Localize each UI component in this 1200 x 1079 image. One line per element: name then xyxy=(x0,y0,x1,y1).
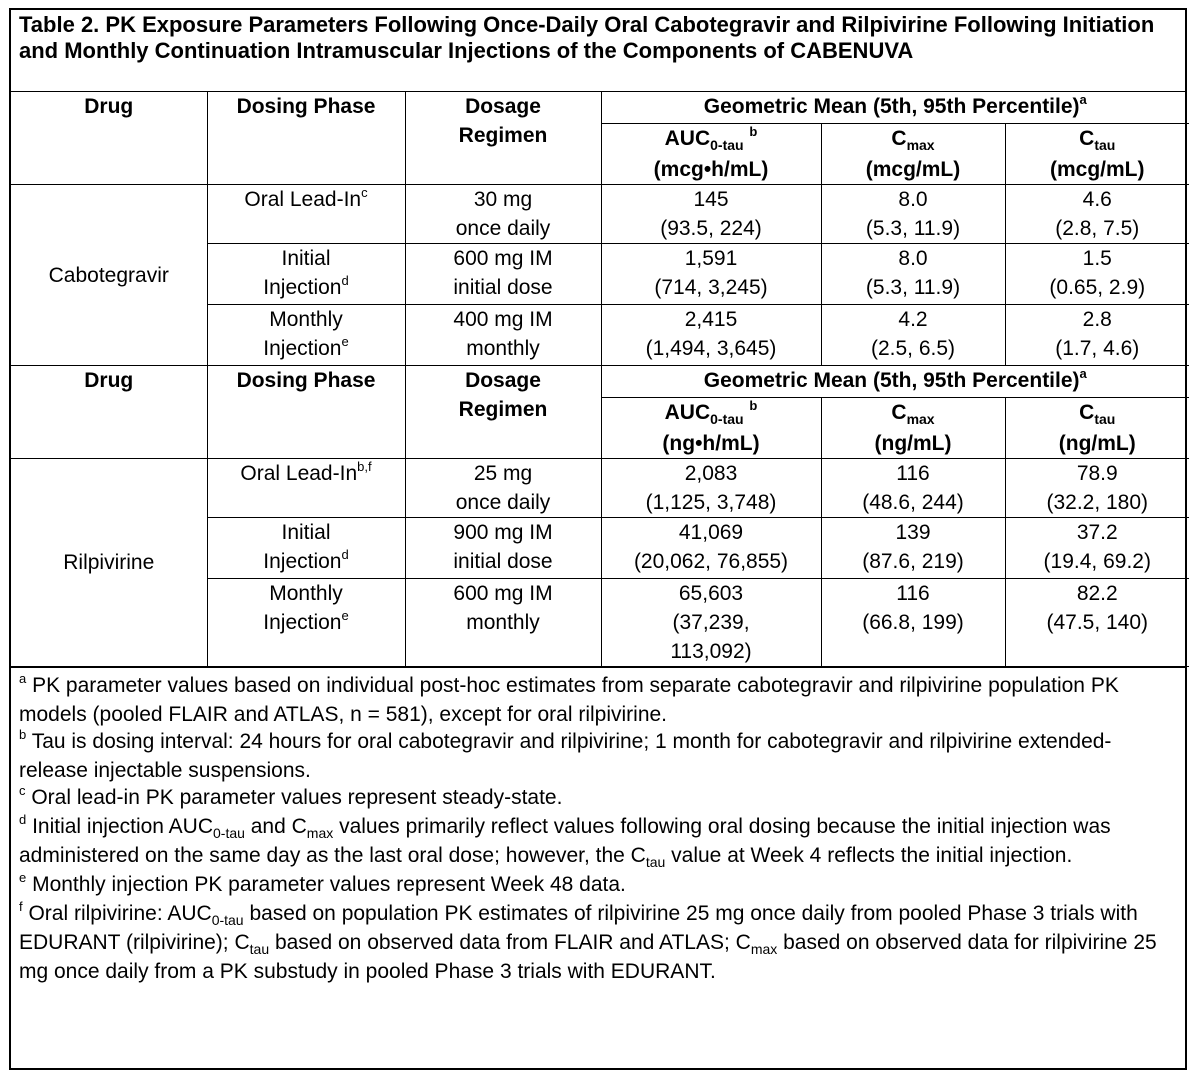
dosing-phase: Injection xyxy=(263,611,342,634)
cmax-value: 116 xyxy=(896,582,930,605)
footnote-mark: c xyxy=(19,783,26,798)
dosage-regimen: initial dose xyxy=(453,276,553,299)
table-row xyxy=(11,185,1189,244)
footnote-a xyxy=(19,672,1177,728)
footnote-mark: e xyxy=(341,334,349,349)
header-label: C xyxy=(1079,127,1095,150)
auc-cell xyxy=(601,518,821,579)
dosing-phase-cell xyxy=(207,185,405,244)
auc-cell xyxy=(601,459,821,518)
header-label: Dosage xyxy=(465,369,541,392)
dosing-phase-cell xyxy=(207,305,405,366)
ctau-range: (47.5, 140) xyxy=(1046,611,1149,634)
header-subscript: max xyxy=(906,411,935,427)
header-cmax xyxy=(821,124,1005,185)
auc-range: (20,062, 76,855) xyxy=(633,550,789,573)
header-row xyxy=(11,92,1189,124)
cmax-cell xyxy=(821,185,1005,244)
dosage-regimen: 400 mg IM xyxy=(453,308,553,331)
header-ctau xyxy=(1005,398,1189,459)
ctau-value: 4.6 xyxy=(1082,188,1112,211)
drug-name-cell xyxy=(11,459,207,667)
header-auc xyxy=(601,124,821,185)
dosage-regimen: monthly xyxy=(466,611,540,634)
dosage-regimen: monthly xyxy=(466,337,540,360)
header-unit: (mcg/mL) xyxy=(865,158,961,181)
ctau-cell xyxy=(1005,459,1189,518)
ctau-value: 82.2 xyxy=(1076,582,1118,605)
cmax-range: (2.5, 6.5) xyxy=(870,337,956,360)
header-label: Regimen xyxy=(458,398,548,421)
dosing-phase: Injection xyxy=(263,337,342,360)
auc-cell xyxy=(601,305,821,366)
footnote-text: based on observed data from FLAIR and ATLAS; C xyxy=(269,931,751,954)
header-unit: (mcg/mL) xyxy=(1050,158,1145,181)
cmax-cell xyxy=(821,244,1005,305)
header-ctau xyxy=(1005,124,1189,185)
footnote-text: values primarily reflect values following oral dosing because the initial injection was administered on the same day as the last oral dose; however, the C xyxy=(19,815,1111,867)
ctau-cell xyxy=(1005,518,1189,579)
footnote-text: Monthly injection PK parameter values represent Week 48 data. xyxy=(32,873,626,896)
dosage-regimen: initial dose xyxy=(453,550,553,573)
footnote-text: Oral lead-in PK parameter values represent steady-state. xyxy=(31,786,563,809)
header-label: Dosing Phase xyxy=(236,95,376,118)
table-title: Table 2. PK Exposure Parameters Following Once-Daily Oral Cabotegravir and Rilpivirine Following Initiation and Monthly Continuation Intramuscular Injections of the Components of CABENUVA xyxy=(11,10,1185,92)
cmax-value: 116 xyxy=(896,462,930,485)
footnote-mark: a xyxy=(1079,366,1087,381)
auc-value: 41,069 xyxy=(678,521,744,544)
auc-cell xyxy=(601,185,821,244)
footnote-d xyxy=(19,813,1177,871)
footnote-mark: a xyxy=(19,671,27,686)
header-drug xyxy=(11,366,207,459)
header-label: C xyxy=(1079,401,1095,424)
footnote-subscript: 0-tau xyxy=(211,912,244,928)
dosage-regimen-cell xyxy=(405,518,601,579)
auc-cell xyxy=(601,579,821,667)
auc-cell xyxy=(601,244,821,305)
footnote-e xyxy=(19,871,1177,900)
footnote-mark: e xyxy=(341,608,349,623)
footnote-f xyxy=(19,900,1177,985)
header-dosing-phase xyxy=(207,366,405,459)
cmax-cell xyxy=(821,518,1005,579)
ctau-range: (0.65, 2.9) xyxy=(1049,276,1146,299)
footnote-mark: f xyxy=(19,899,23,914)
auc-range: (1,125, 3,748) xyxy=(645,491,777,514)
footnote-mark: b xyxy=(749,398,758,413)
dosage-regimen-cell xyxy=(405,185,601,244)
cmax-cell xyxy=(821,305,1005,366)
cmax-value: 4.2 xyxy=(898,308,928,331)
header-subscript: 0-tau xyxy=(710,137,744,153)
pk-table xyxy=(11,92,1189,667)
header-auc xyxy=(601,398,821,459)
cmax-value: 8.0 xyxy=(898,247,928,270)
header-label: Dosage xyxy=(465,95,541,118)
footnote-subscript: max xyxy=(306,825,334,841)
dosage-regimen-cell xyxy=(405,244,601,305)
header-label: C xyxy=(891,401,907,424)
dosage-regimen: 900 mg IM xyxy=(453,521,553,544)
footnote-subscript: tau xyxy=(645,854,666,870)
dosing-phase: Monthly xyxy=(269,308,343,331)
ctau-cell xyxy=(1005,305,1189,366)
dosing-phase-cell xyxy=(207,579,405,667)
footnote-b xyxy=(19,728,1177,784)
dosing-phase: Initial xyxy=(281,247,331,270)
cmax-range: (66.8, 199) xyxy=(862,611,964,634)
table-row xyxy=(11,459,1189,518)
cmax-range: (5.3, 11.9) xyxy=(865,276,961,299)
footnote-text: and C xyxy=(244,815,307,838)
footnote-text: based on observed data for rilpivirine 25 mg once daily from a PK substudy in pooled Phase 3 trials with EDURANT. xyxy=(19,931,1157,983)
dosage-regimen: once daily xyxy=(455,491,551,514)
ctau-cell xyxy=(1005,185,1189,244)
footnote-text: Oral rilpivirine: AUC xyxy=(28,902,212,925)
dosage-regimen: 25 mg xyxy=(473,462,533,485)
auc-value: 65,603 xyxy=(678,582,744,605)
header-dosing-phase xyxy=(207,92,405,185)
dosing-phase: Injection xyxy=(263,550,342,573)
header-label: C xyxy=(891,127,907,150)
dosage-regimen-cell xyxy=(405,459,601,518)
footnote-mark: b xyxy=(749,124,758,139)
header-label: Geometric Mean (5th, 95th Percentile) xyxy=(703,369,1080,392)
ctau-value: 78.9 xyxy=(1076,462,1118,485)
dosing-phase: Initial xyxy=(281,521,331,544)
dosing-phase-cell xyxy=(207,459,405,518)
dosage-regimen-cell xyxy=(405,305,601,366)
drug-name-cell xyxy=(11,185,207,366)
auc-value: 145 xyxy=(693,188,729,211)
ctau-value: 37.2 xyxy=(1076,521,1118,544)
footnote-text: Tau is dosing interval: 24 hours for oral cabotegravir and rilpivirine; 1 month for cabotegravir and rilpivirine extended-release injectable suspensions. xyxy=(19,730,1112,782)
ctau-cell xyxy=(1005,244,1189,305)
pk-table-document xyxy=(9,8,1187,1070)
dosing-phase-cell xyxy=(207,518,405,579)
ctau-cell xyxy=(1005,579,1189,667)
cmax-value: 8.0 xyxy=(898,188,928,211)
header-cmax xyxy=(821,398,1005,459)
footnote-mark: b,f xyxy=(357,459,372,474)
cmax-cell xyxy=(821,459,1005,518)
ctau-range: (32.2, 180) xyxy=(1046,491,1149,514)
ctau-range: (1.7, 4.6) xyxy=(1055,337,1140,360)
footnote-mark: a xyxy=(1079,92,1087,107)
header-geometric-mean xyxy=(601,366,1189,398)
dosing-phase: Monthly xyxy=(269,582,343,605)
ctau-value: 2.8 xyxy=(1082,308,1112,331)
header-drug xyxy=(11,92,207,185)
auc-range: (714, 3,245) xyxy=(654,276,768,299)
header-label: Drug xyxy=(84,369,134,392)
header-subscript: tau xyxy=(1094,411,1116,427)
auc-value: 2,083 xyxy=(684,462,738,485)
footnote-mark: b xyxy=(19,727,27,742)
dosage-regimen: 30 mg xyxy=(473,188,533,211)
header-unit: (mcg•h/mL) xyxy=(653,158,769,181)
cmax-range: (48.6, 244) xyxy=(862,491,964,514)
footnote-subscript: max xyxy=(750,941,778,957)
header-subscript: tau xyxy=(1094,137,1116,153)
auc-value: 2,415 xyxy=(684,308,738,331)
footnotes xyxy=(11,667,1185,985)
auc-range: (37,239, xyxy=(672,611,750,634)
header-subscript: max xyxy=(906,137,935,153)
header-unit: (ng/mL) xyxy=(874,432,952,455)
cmax-range: (87.6, 219) xyxy=(862,550,964,573)
cmax-range: (5.3, 11.9) xyxy=(865,217,961,240)
ctau-range: (2.8, 7.5) xyxy=(1055,217,1140,240)
auc-value: 1,591 xyxy=(684,247,738,270)
auc-range: (93.5, 224) xyxy=(660,217,762,240)
header-dosage-regimen xyxy=(405,92,601,185)
header-label: AUC xyxy=(664,401,711,424)
footnote-text: Initial injection AUC xyxy=(32,815,213,838)
drug-name: Cabotegravir xyxy=(48,263,169,287)
header-unit: (ng/mL) xyxy=(1058,432,1136,455)
footnote-mark: d xyxy=(19,812,27,827)
footnote-mark: d xyxy=(341,547,349,562)
ctau-value: 1.5 xyxy=(1082,247,1112,270)
header-unit: (ng•h/mL) xyxy=(662,432,760,455)
cmax-cell xyxy=(821,579,1005,667)
footnote-subscript: tau xyxy=(249,941,270,957)
dosing-phase: Injection xyxy=(263,276,342,299)
dosing-phase: Oral Lead-In xyxy=(244,188,362,211)
drug-name: Rilpivirine xyxy=(63,551,155,574)
footnote-mark: e xyxy=(19,870,27,885)
footnote-text: PK parameter values based on individual post-hoc estimates from separate cabotegravir and rilpivirine population PK models (pooled FLAIR and ATLAS, n = 581), except for oral rilpivirine. xyxy=(19,674,1119,726)
footnote-mark: c xyxy=(361,185,368,200)
header-row xyxy=(11,366,1189,398)
header-label: Dosing Phase xyxy=(236,369,376,392)
header-label: Drug xyxy=(84,95,134,118)
footnote-mark: d xyxy=(341,273,349,288)
header-dosage-regimen xyxy=(405,366,601,459)
auc-range: (1,494, 3,645) xyxy=(645,337,777,360)
footnote-subscript: 0-tau xyxy=(213,825,245,841)
header-label: AUC xyxy=(664,127,711,150)
footnote-text: based on population PK estimates of rilpivirine 25 mg once daily from pooled Phase 3 trials with EDURANT (rilpivirine); C xyxy=(19,902,1138,954)
header-subscript: 0-tau xyxy=(710,411,744,427)
ctau-range: (19.4, 69.2) xyxy=(1043,550,1151,573)
footnote-c xyxy=(19,784,1177,813)
header-geometric-mean xyxy=(601,92,1189,124)
dosage-regimen: once daily xyxy=(455,217,551,240)
dosing-phase: Oral Lead-In xyxy=(240,462,358,485)
cmax-value: 139 xyxy=(895,521,931,544)
footnote-text: value at Week 4 reflects the initial injection. xyxy=(665,844,1073,867)
header-label: Geometric Mean (5th, 95th Percentile) xyxy=(703,95,1080,118)
dosage-regimen-cell xyxy=(405,579,601,667)
header-label: Regimen xyxy=(458,124,548,147)
dosing-phase-cell xyxy=(207,244,405,305)
dosage-regimen: 600 mg IM xyxy=(453,582,553,605)
auc-range: 113,092) xyxy=(670,640,752,663)
dosage-regimen: 600 mg IM xyxy=(453,247,553,270)
